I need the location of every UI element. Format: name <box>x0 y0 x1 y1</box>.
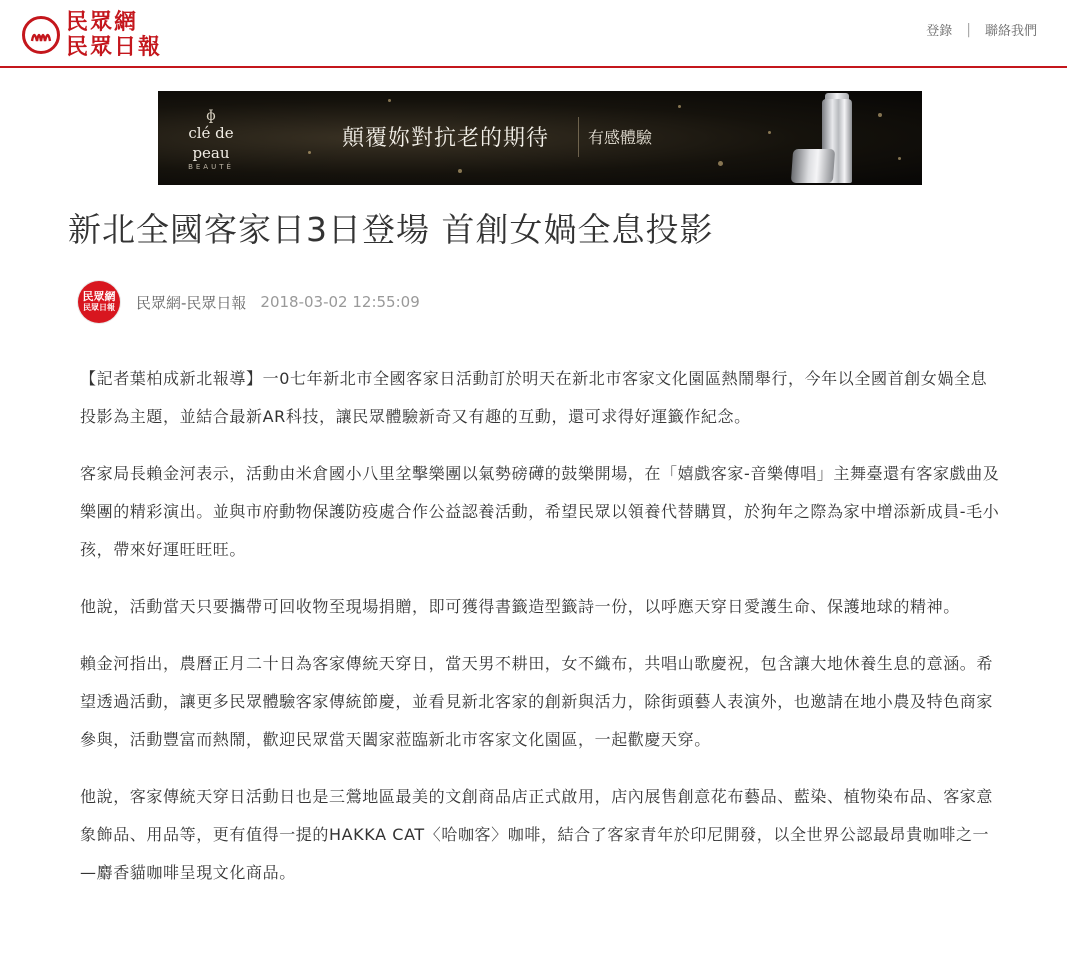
login-link[interactable]: 登錄 <box>926 24 953 39</box>
article-paragraph: 他說，客家傳統天穿日活動日也是三鶯地區最美的文創商品店正式啟用，店內展售創意花布藝品、藍染、植物染布品、客家意象飾品、用品等，更有值得一提的HAKKA CAT〈哈咖客〉咖啡，結合了客家青年於印尼開發，以全世界公認最昂貴咖啡之一—麝香貓咖啡呈現文化商品。 <box>80 787 994 882</box>
article-title: 新北全國客家日3日登場 首創女媧全息投影 <box>68 210 714 249</box>
article-paragraph: 賴金河指出，農曆正月二十日為客家傳統天穿日，當天男不耕田，女不織布，共唱山歌慶祝，包含讓大地休養生息的意涵。希望透過活動，讓更多民眾體驗客家傳統節慶，並看見新北客家的創新與活力，除街頭藝人表演外，也邀請在地小農及特色商家參與，活動豐富而熱鬧，歡迎民眾當天闔家蒞臨新北市客家文化園區，一起歡慶天穿。 <box>80 654 994 749</box>
logo-line-1: 民眾網 <box>66 9 139 35</box>
sparkle <box>718 161 723 166</box>
avatar-line-2: 民眾日報 <box>83 303 115 312</box>
logo-text <box>66 10 162 60</box>
banner-headline: 顛覆妳對抗老的期待 <box>342 126 550 151</box>
link-separator: | <box>966 21 971 38</box>
author-name[interactable]: 民眾網-民眾日報 <box>136 293 247 312</box>
sparkle <box>308 151 311 154</box>
article-paragraph: 他說，活動當天只要攜帶可回收物至現場捐贈，即可獲得書籤造型籤詩一份，以呼應天穿日愛護生命、保護地球的精神。 <box>80 597 960 616</box>
sparkle <box>878 113 882 117</box>
article-paragraph: 客家局長賴金河表示，活動由米倉國小八里坌擊樂團以氣勢磅礡的鼓樂開場，在「嬉戲客家-音樂傳唱」主舞臺還有客家戲曲及樂團的精彩演出。並與市府動物保護防疫處合作公益認養活動，希望民眾以領養代替購買，於狗年之際為家中增添新成員-毛小孩，帶來好運旺旺旺。 <box>80 464 1000 559</box>
top-links <box>926 20 1037 39</box>
contact-link[interactable]: 聯絡我們 <box>984 24 1037 39</box>
ad-banner[interactable] <box>158 91 922 185</box>
sparkle <box>898 157 901 160</box>
publish-date: 2018-03-02 12:55:09 <box>260 293 420 311</box>
sparkle <box>458 169 462 173</box>
banner-divider <box>578 117 579 157</box>
sparkle <box>678 105 681 108</box>
product-jar-icon <box>791 149 835 183</box>
sparkle <box>388 99 391 102</box>
avatar-line-1: 民眾網 <box>82 290 116 303</box>
brand-name: clé de peau <box>188 124 234 162</box>
article-paragraph: 【記者葉柏成新北報導】一0七年新北市全國客家日活動訂於明天在新北市客家文化園區熱鬧舉行，今年以全國首創女媧全息投影為主題，並結合最新AR科技，讓民眾體驗新奇又有趣的互動，還可求得好運籤作紀念。 <box>80 369 988 426</box>
site-header <box>0 0 1067 68</box>
brand-sub: BEAUTÉ <box>188 163 234 171</box>
brand-symbol-icon: ɸ <box>206 108 216 124</box>
byline <box>78 280 420 324</box>
article-body <box>80 360 1000 911</box>
sparkle <box>768 131 771 134</box>
author-avatar[interactable] <box>78 281 120 323</box>
banner-cta[interactable]: 有感體驗 <box>588 128 653 147</box>
logo-emblem-icon <box>22 16 60 54</box>
banner-brand <box>170 109 252 171</box>
logo-line-2: 民眾日報 <box>66 34 163 60</box>
site-logo[interactable] <box>22 6 192 64</box>
